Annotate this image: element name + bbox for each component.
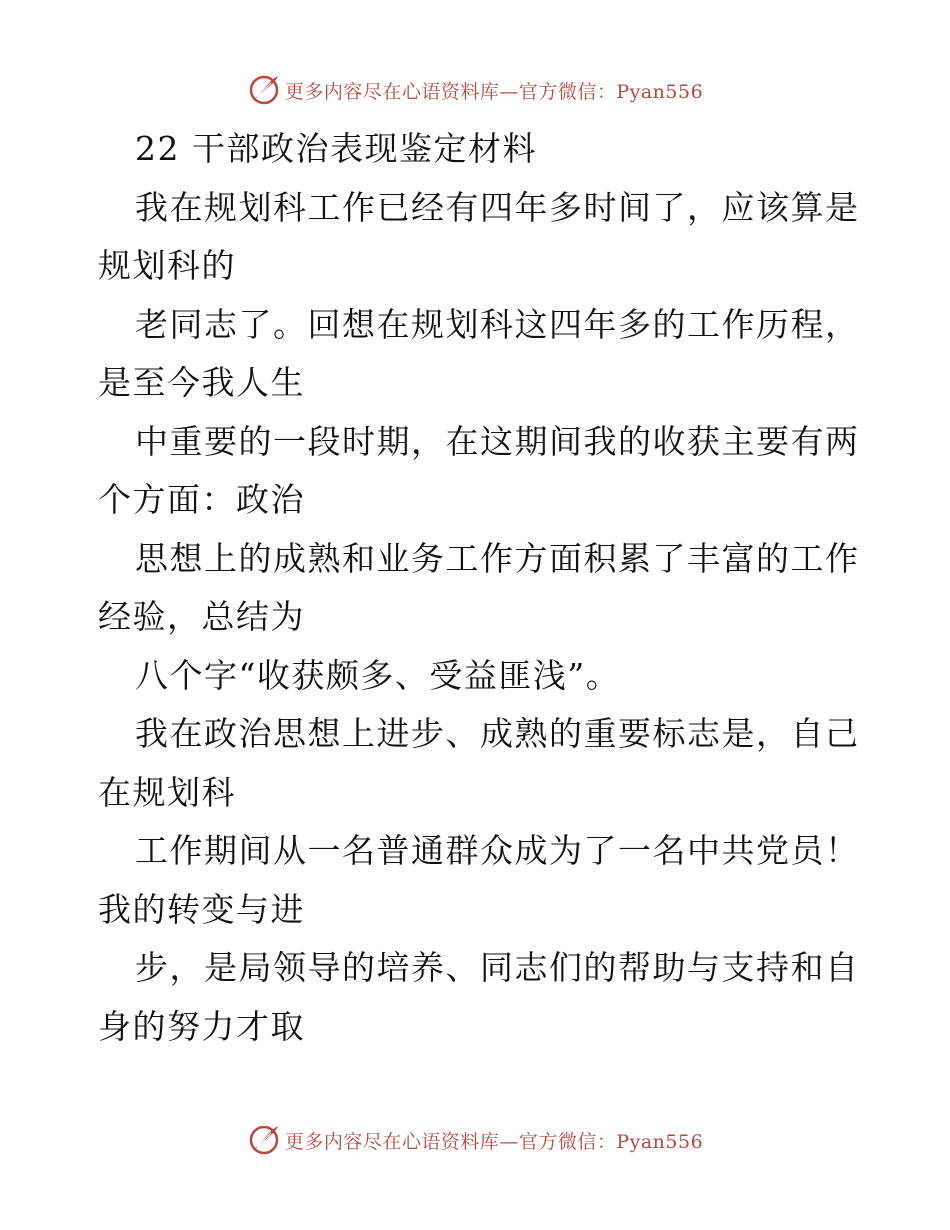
- footer-watermark-text: 更多内容尽在心语资料库—官方微信：Pyan556: [284, 1130, 704, 1153]
- footer-watermark: [0, 1120, 950, 1160]
- header-watermark-text: 更多内容尽在心语资料库—官方微信：Pyan556: [284, 80, 704, 103]
- paragraph-line: 个方面：政治: [98, 480, 305, 519]
- paragraph-line: 是至今我人生: [98, 363, 305, 402]
- paragraph-line: 规划科的: [98, 246, 236, 285]
- quill-pen-logo-icon: [247, 1123, 281, 1157]
- header-watermark: [0, 70, 950, 110]
- quill-pen-logo-icon: [247, 73, 281, 107]
- paragraph-line: 步，是局领导的培养、同志们的帮助与支持和自: [135, 948, 860, 987]
- paragraph-line: 我在规划科工作已经有四年多时间了，应该算是: [135, 187, 860, 227]
- paragraph-line: 在规划科: [98, 772, 236, 812]
- paragraph-line: 我的转变与进: [98, 889, 305, 929]
- document-body: [98, 120, 858, 1056]
- paragraph-line: 老同志了。回想在规划科这四年多的工作历程，: [135, 304, 860, 344]
- paragraph-line: 工作期间从一名普通群众成为了一名中共党员！: [135, 831, 860, 870]
- paragraph-line: 身的努力才取: [98, 1006, 305, 1046]
- document-title: 22 干部政治表现鉴定材料: [135, 129, 537, 168]
- paragraph-line: 我在政治思想上进步、成熟的重要标志是，自己: [135, 714, 860, 753]
- paragraph-line: 八个字“收获颇多、受益匪浅”。: [135, 655, 621, 695]
- paragraph-line: 经验，总结为: [98, 597, 305, 636]
- paragraph-line: 思想上的成熟和业务工作方面积累了丰富的工作: [135, 538, 860, 578]
- paragraph-line: 中重要的一段时期，在这期间我的收获主要有两: [135, 421, 860, 461]
